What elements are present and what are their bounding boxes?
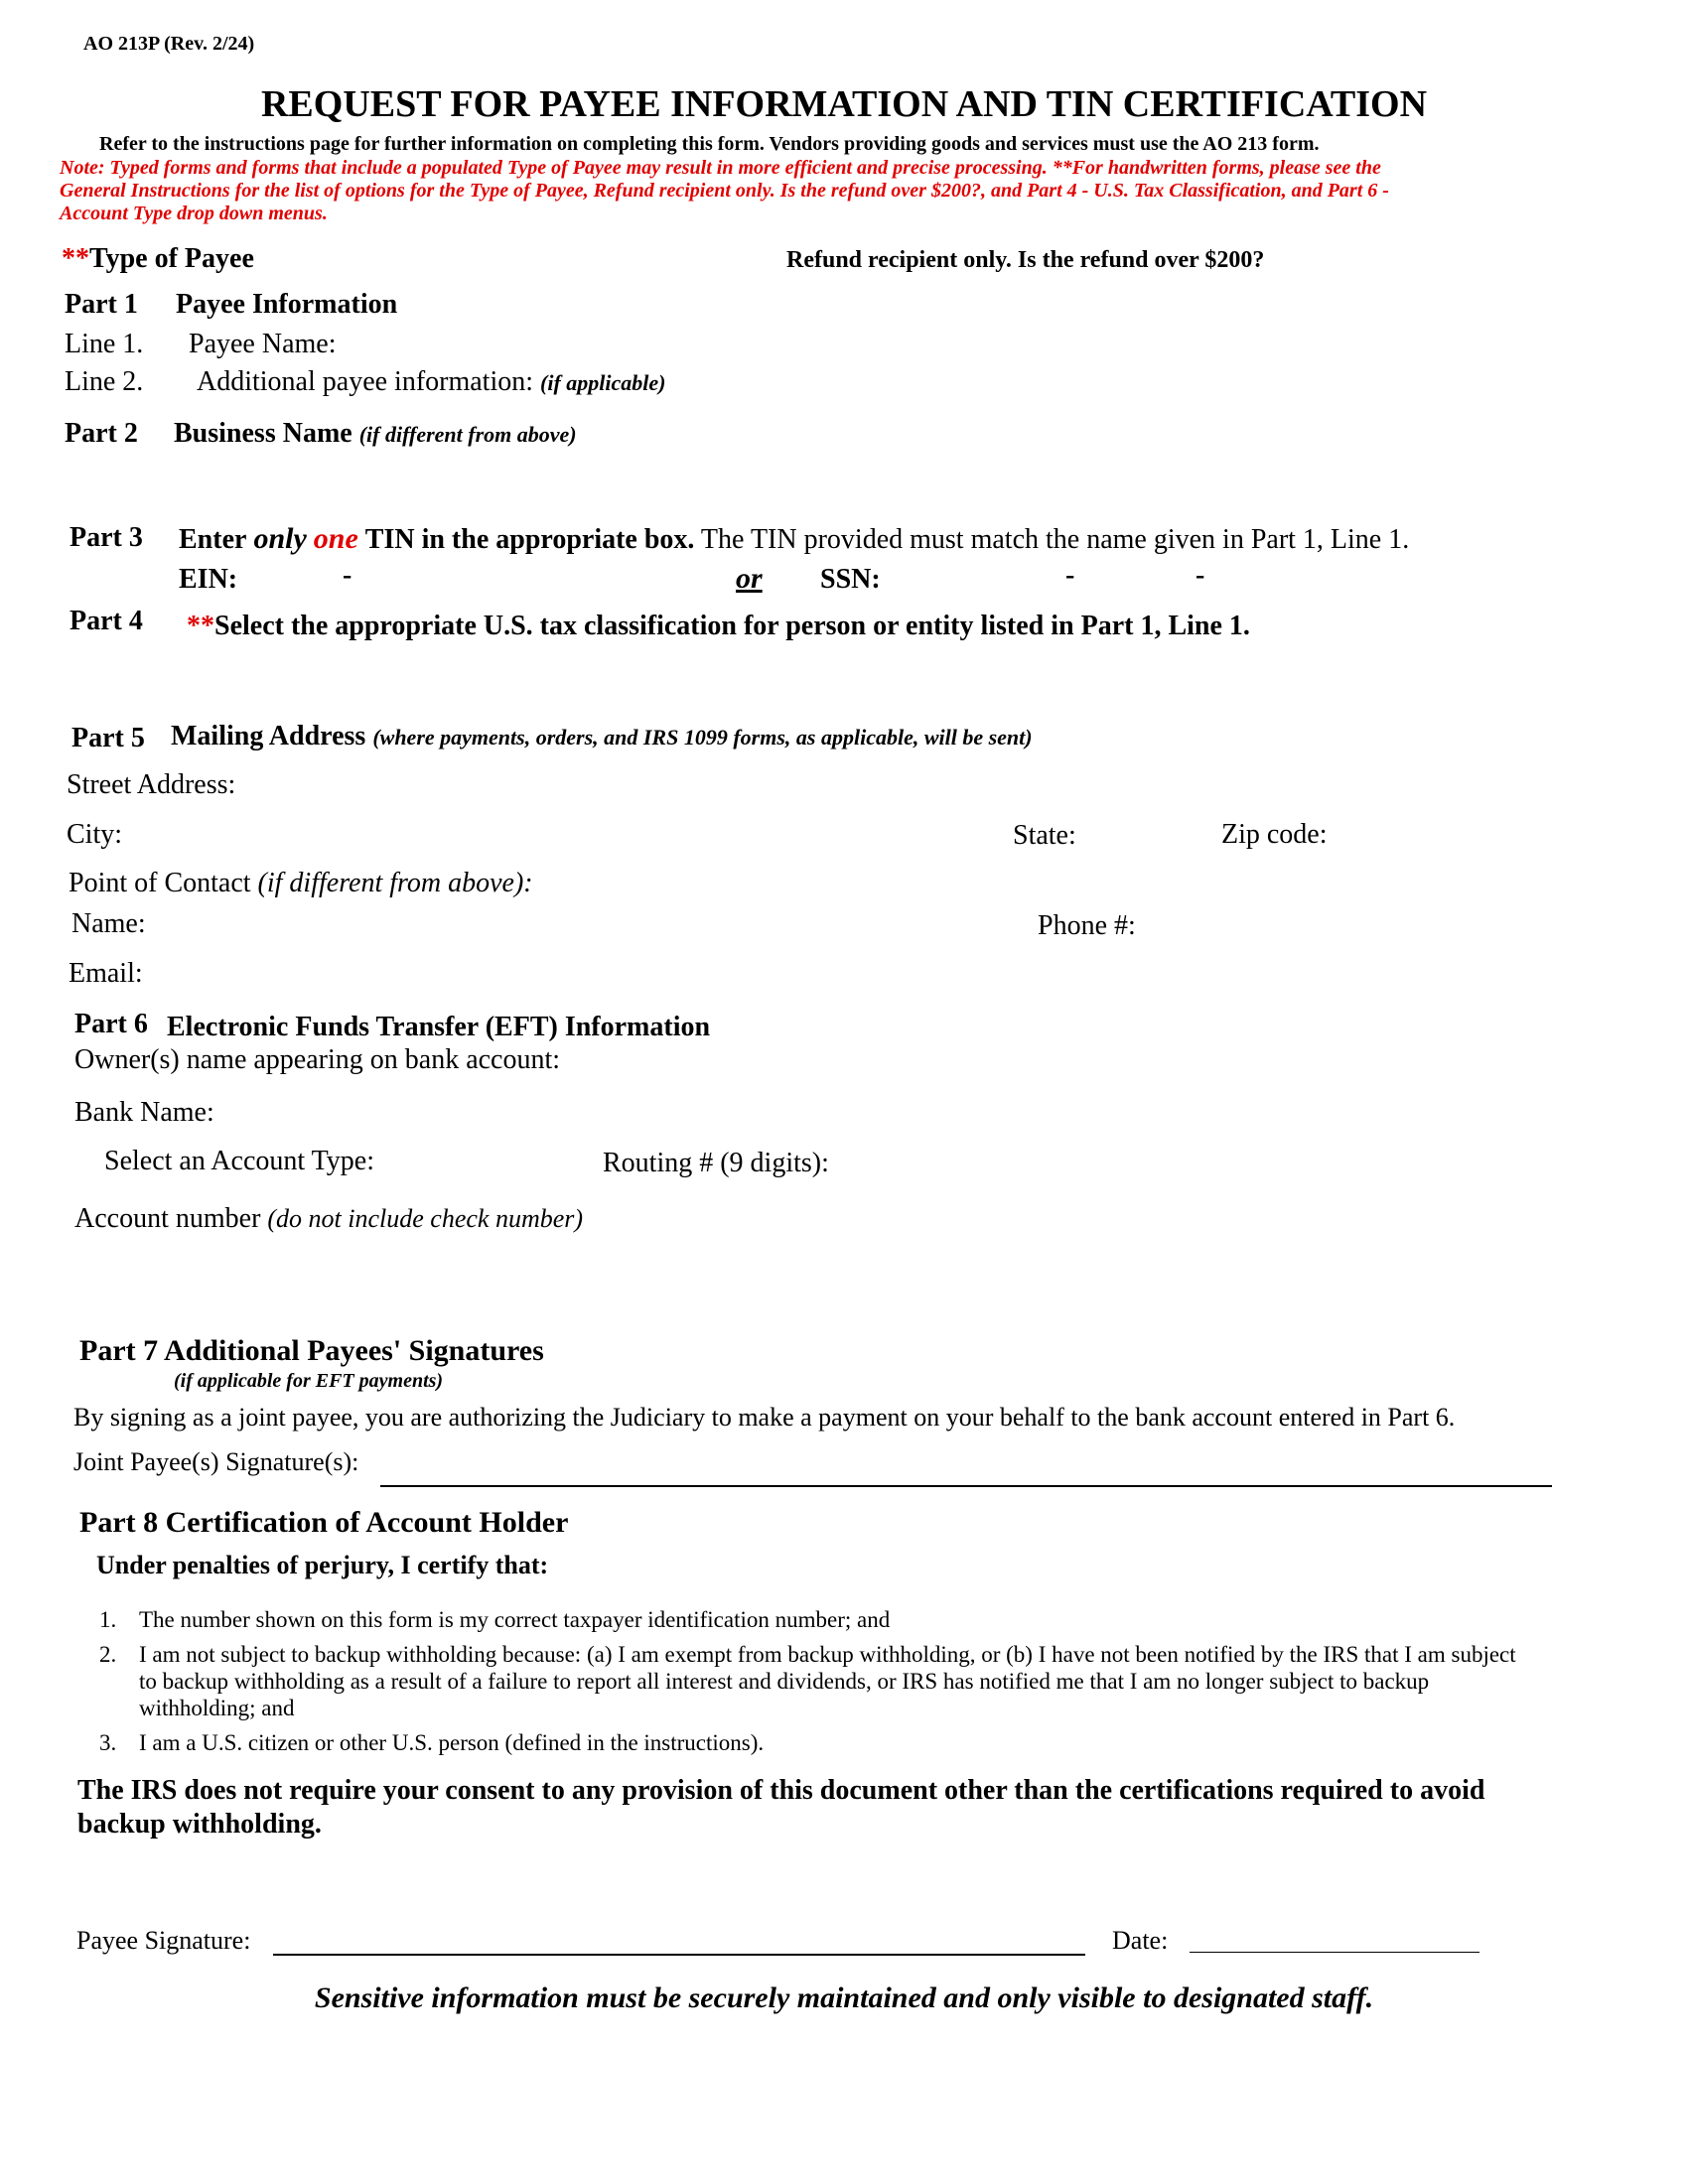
additional-payee-info-input[interactable] <box>715 365 1533 399</box>
zip-code-input[interactable] <box>1342 818 1535 852</box>
ssn-area-input[interactable] <box>914 562 1056 596</box>
ein-suffix-input[interactable] <box>367 562 669 596</box>
zip-code-label: Zip code: <box>1221 819 1328 850</box>
part3-instruction <box>179 522 1409 556</box>
business-name-label <box>174 418 577 450</box>
type-of-payee-text: Type of Payee <box>89 243 254 274</box>
tax-classification-text: Select the appropriate U.S. tax classification for person or entity listed in Part 1, Line 1. <box>214 611 1250 641</box>
account-number-text: Account number <box>74 1203 261 1234</box>
item-number: 2. <box>99 1642 117 1667</box>
payee-signature-line <box>273 1954 1085 1956</box>
certification-list <box>99 1606 1539 1764</box>
routing-label: Routing # (9 digits): <box>603 1148 829 1178</box>
ssn-label: SSN: <box>820 564 881 595</box>
point-of-contact-note: (if different from above): <box>257 868 533 898</box>
part7-note: (if applicable for EFT payments) <box>174 1370 444 1392</box>
bank-name-label: Bank Name: <box>74 1097 214 1128</box>
mailing-address-title: Mailing Address <box>171 721 366 751</box>
point-of-contact-label <box>69 868 533 899</box>
joint-payee-statement: By signing as a joint payee, you are authorizing the Judiciary to make a payment on your behalf to the bank account entered in Part 6. <box>73 1403 1456 1432</box>
part5-label: Part 5 <box>71 723 145 753</box>
item-text: I am not subject to backup withholding because: (a) I am exempt from backup withholding, or (b) I have not been notified by the IRS that I am subject to backup withholding as a result of a failure to report all interest and dividends, or IRS has notified me that I am no longer subject to backup withholding; and <box>139 1642 1516 1720</box>
email-label: Email: <box>69 958 143 989</box>
date-line <box>1190 1952 1479 1953</box>
account-number-note: (do not include check number) <box>267 1204 584 1233</box>
ein-dash: - <box>343 560 352 591</box>
bank-name-input[interactable] <box>238 1096 1533 1130</box>
part1-label: Part 1 <box>65 289 138 320</box>
mailing-address-note: (where payments, orders, and IRS 1099 forms, as applicable, will be sent) <box>372 725 1033 750</box>
if-applicable-note: (if applicable) <box>540 370 666 395</box>
ssn-dash-1: - <box>1065 560 1075 591</box>
certification-item-2 <box>99 1641 1539 1721</box>
account-number-label <box>74 1203 583 1235</box>
note-line-3: Account Type drop down menus. <box>60 203 328 224</box>
item-text: I am a U.S. citizen or other U.S. person (defined in the instructions). <box>139 1730 765 1755</box>
part3-label: Part 3 <box>70 522 143 553</box>
certification-item-1 <box>99 1606 1539 1633</box>
business-name-text: Business Name <box>174 418 352 449</box>
payee-name-label: Payee Name: <box>189 329 337 359</box>
joint-signature-label: Joint Payee(s) Signature(s): <box>73 1447 359 1476</box>
ssn-group-input[interactable] <box>1087 562 1191 596</box>
date-input[interactable] <box>1192 1916 1481 1952</box>
line2-label: Line 2. <box>65 366 144 397</box>
city-label: City: <box>67 819 123 850</box>
tin-box-text: TIN in the appropriate box. <box>364 524 695 555</box>
additional-payee-info-text: Additional payee information: <box>197 366 534 397</box>
irs-consent-statement: The IRS does not require your consent to any provision of this document other than the certifications required to avoid backup withholding. <box>77 1775 1485 1840</box>
penalties-statement: Under penalties of perjury, I certify that: <box>96 1551 549 1579</box>
routing-input[interactable] <box>854 1145 1533 1178</box>
joint-signature-input[interactable] <box>382 1444 1553 1484</box>
enter-text: Enter <box>179 524 247 555</box>
owner-name-input[interactable] <box>616 1043 1533 1077</box>
additional-payee-info-label <box>197 366 666 398</box>
email-input[interactable] <box>154 957 1528 991</box>
part6-label: Part 6 <box>74 1009 148 1039</box>
only-text: only <box>253 522 307 555</box>
payee-signature-label: Payee Signature: <box>76 1926 251 1955</box>
state-input[interactable] <box>1092 818 1205 852</box>
form-id: AO 213P (Rev. 2/24) <box>83 33 255 55</box>
mailing-address-heading <box>171 721 1033 752</box>
account-type-dropdown[interactable] <box>412 1145 595 1178</box>
account-type-label: Select an Account Type: <box>104 1146 375 1176</box>
sensitive-info-notice: Sensitive information must be securely maintained and only visible to designated staff. <box>314 1981 1374 2014</box>
part7-title: Part 7 Additional Payees' Signatures <box>79 1334 544 1367</box>
certification-item-3 <box>99 1729 1539 1756</box>
refund-question: Refund recipient only. Is the refund over $200? <box>786 247 1265 273</box>
one-text: one <box>313 522 358 555</box>
item-number: 1. <box>99 1607 117 1632</box>
page-title: REQUEST FOR PAYEE INFORMATION AND TIN CERTIFICATION <box>260 83 1428 125</box>
or-text: or <box>736 562 763 595</box>
payee-name-input[interactable] <box>357 328 1533 361</box>
part4-label: Part 4 <box>70 606 143 636</box>
ssn-serial-input[interactable] <box>1216 562 1369 596</box>
street-address-label: Street Address: <box>67 769 236 800</box>
account-number-input[interactable] <box>655 1202 1533 1236</box>
intro-text: Refer to the instructions page for further information on completing this form. Vendors providing goods and services must use the AO 213 form. <box>99 133 1320 155</box>
if-different-note: (if different from above) <box>358 422 577 447</box>
type-of-payee-dropdown[interactable] <box>328 242 749 276</box>
required-stars-part4: ** <box>187 611 214 641</box>
contact-name-label: Name: <box>71 908 146 939</box>
joint-signature-line <box>380 1485 1552 1487</box>
line1-label: Line 1. <box>65 329 144 359</box>
date-label: Date: <box>1112 1926 1169 1955</box>
refund-over-200-dropdown[interactable] <box>1301 242 1503 276</box>
phone-label: Phone #: <box>1038 910 1136 941</box>
item-number: 3. <box>99 1730 117 1755</box>
tax-classification-dropdown[interactable] <box>189 655 1086 697</box>
ein-prefix-input[interactable] <box>258 562 342 596</box>
item-text: The number shown on this form is my correct taxpayer identification number; and <box>139 1607 891 1632</box>
part8-title: Part 8 Certification of Account Holder <box>79 1506 569 1539</box>
owner-name-label: Owner(s) name appearing on bank account: <box>74 1044 561 1075</box>
required-stars: ** <box>62 243 89 274</box>
ssn-dash-2: - <box>1196 560 1205 591</box>
part2-label: Part 2 <box>65 418 138 449</box>
note-line-2: General Instructions for the list of options for the Type of Payee, Refund recipient only. Is the refund over $200?, and Part 4 - U.S. Tax Classification, and Part 6 - <box>60 180 1389 202</box>
tin-match-text: The TIN provided must match the name given in Part 1, Line 1. <box>700 524 1410 555</box>
point-of-contact-text: Point of Contact <box>69 868 251 898</box>
payee-signature-input[interactable] <box>275 1916 1087 1954</box>
part1-title: Payee Information <box>176 289 398 320</box>
business-name-input[interactable] <box>616 417 1533 451</box>
state-label: State: <box>1013 820 1076 851</box>
city-input[interactable] <box>134 818 992 852</box>
phone-input[interactable] <box>1152 907 1533 941</box>
part4-instruction <box>187 611 1250 642</box>
eft-title: Electronic Funds Transfer (EFT) Information <box>167 1012 711 1042</box>
type-of-payee-label <box>62 243 254 275</box>
note-line-1: Note: Typed forms and forms that include a populated Type of Payee may result in more efficient and precise processing. **For handwritten forms, please see the <box>60 157 1381 179</box>
ein-label: EIN: <box>179 564 238 595</box>
street-address-input[interactable] <box>263 768 1528 802</box>
contact-name-input[interactable] <box>159 907 1007 941</box>
